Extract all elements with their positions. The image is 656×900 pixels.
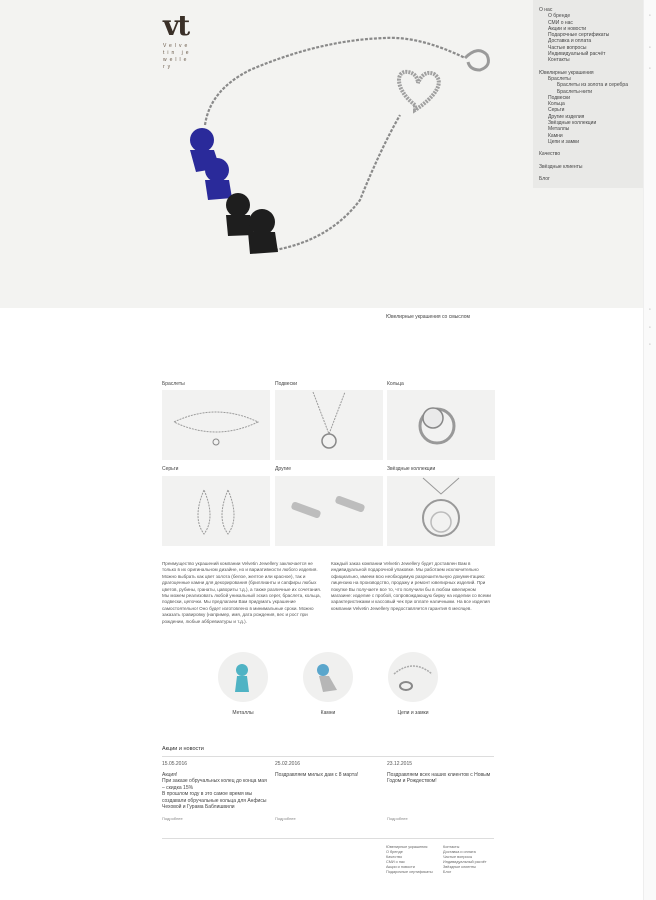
circle-stones[interactable] bbox=[303, 652, 353, 702]
menu-item[interactable]: Браслеты bbox=[548, 75, 571, 82]
news-text: Поздравляем всех наших клиентов с Новым Годом и Рождеством! bbox=[387, 772, 491, 785]
menu-item[interactable]: Подарочные сертификаты bbox=[548, 32, 610, 39]
main-menu bbox=[533, 0, 643, 188]
circle-label[interactable]: Камни bbox=[320, 710, 336, 716]
menu-item[interactable]: Частые вопросы bbox=[548, 44, 587, 51]
menu-item[interactable]: Ювелирные украшения bbox=[539, 69, 594, 76]
category-tile-pendants[interactable] bbox=[275, 390, 383, 460]
menu-item[interactable]: Качество bbox=[539, 151, 561, 158]
category-label[interactable]: Другие bbox=[275, 466, 292, 472]
bracelet-thumb bbox=[162, 390, 270, 460]
menu-item[interactable]: Металлы bbox=[548, 126, 570, 133]
news-section-title: Акции и новости bbox=[162, 746, 204, 752]
metals-thumb bbox=[218, 652, 268, 702]
footer-link[interactable]: Доставка и оплата bbox=[443, 849, 476, 854]
cart-icon[interactable]: ◦ bbox=[648, 45, 652, 51]
category-tile-other[interactable] bbox=[275, 476, 383, 546]
footer-divider bbox=[162, 838, 494, 839]
category-tile-star-collections[interactable] bbox=[387, 476, 495, 546]
footer-col-1 bbox=[386, 845, 442, 874]
footer-link[interactable]: Ювелирные украшения bbox=[386, 845, 428, 849]
category-label[interactable]: Кольца bbox=[387, 381, 404, 387]
news-date: 25.02.2016 bbox=[275, 761, 301, 767]
menu-item[interactable]: СМИ о нас bbox=[548, 19, 573, 26]
footer-link[interactable]: О бренде bbox=[386, 849, 403, 854]
menu-item[interactable]: Кольца bbox=[548, 101, 565, 108]
menu-item[interactable]: Другие изделия bbox=[548, 113, 585, 120]
menu-item[interactable]: Звёздные коллекции bbox=[548, 120, 597, 127]
star-pendant-thumb bbox=[387, 476, 495, 546]
news-text: Поздравляем милых дам с 8 марта! bbox=[275, 772, 359, 778]
category-tile-earrings[interactable] bbox=[162, 476, 270, 546]
earring-thumb bbox=[162, 476, 270, 546]
news-date: 23.12.2015 bbox=[387, 761, 413, 767]
vk-icon[interactable]: ◦ bbox=[648, 342, 652, 348]
instagram-icon[interactable]: ◦ bbox=[648, 307, 652, 313]
menu-item[interactable]: О нас bbox=[539, 7, 553, 13]
footer-link[interactable]: Частые вопросы bbox=[443, 854, 473, 859]
about-paragraph-right: Каждый заказ компании Velvetin Jewellery будет доставлен Вам в индивидуальной подарочной упаковке. Мы работаем исключительно официально, имеем всю необходимую разрешительную документацию: лицензию на производство, продажу и ремонт ювелирных изделий. При покупке Вы получаете все то, что получили бы в любом ювелирном магазине: изделие с пробой, сопровождающую бирку на изделии со всеми характеристиками и кассовый чек при оплате наличными. На все изделия компании Velvetin Jewellery предоставляется гарантия 6 месяцев. bbox=[331, 561, 491, 611]
footer-link[interactable]: Индивидуальный расчёт bbox=[443, 859, 487, 864]
chains-thumb bbox=[388, 652, 438, 702]
footer-link[interactable]: Контакты bbox=[443, 845, 460, 849]
footer-link[interactable]: Блог bbox=[443, 869, 452, 874]
logo[interactable] bbox=[163, 9, 203, 71]
favorites-icon[interactable]: ◦ bbox=[648, 66, 652, 72]
category-label[interactable]: Звёздные коллекции bbox=[387, 466, 436, 472]
menu-item[interactable]: Блог bbox=[539, 175, 550, 182]
news-more-link[interactable]: Подробнее bbox=[387, 816, 408, 821]
pendant-thumb bbox=[275, 390, 383, 460]
circle-chains[interactable] bbox=[388, 652, 438, 702]
logo-mark: vt bbox=[163, 9, 189, 42]
news-date: 15.05.2016 bbox=[162, 761, 188, 767]
scroll-icon[interactable]: ◦ bbox=[648, 13, 652, 19]
menu-item[interactable]: Доставка и оплата bbox=[548, 38, 592, 45]
menu-item[interactable]: Подвески bbox=[548, 94, 571, 101]
menu-item[interactable]: Контакты bbox=[548, 57, 570, 64]
category-tile-rings[interactable] bbox=[387, 390, 495, 460]
about-paragraph-left: Преимущество украшений компании Velvetin Jewellery заключается не только в их оригинальном дизайне, но и вариативности любого изделия. Можно выбрать как цвет золота (белое, желтое или красное), так и драгоценные камни для декорирования (бриллианты и сапфиры любых цветов, рубины, гранаты, цавориты т.д.), а также различные их сочетания. Мы можем реализовать любой уникальный эскиз серег, браслета, кольца, подвески, цепочки. Мы предлагаем Вам придумать украшение самостоятельно! Оно будет изготовлено в минимальные сроки. Можно заказать гравировку (например, имя, дата рождения, вес и рост при рождении, любые аббревиатуры и т.д.). bbox=[162, 561, 322, 624]
footer-link[interactable]: Качество bbox=[386, 854, 403, 859]
footer-link[interactable]: СМИ о нас bbox=[386, 859, 405, 864]
category-label[interactable]: Серьги bbox=[162, 466, 179, 472]
tagline: Ювелирные украшения со смыслом bbox=[386, 314, 470, 320]
black-figure bbox=[226, 193, 278, 254]
menu-item[interactable]: Индивидуальный расчёт bbox=[548, 51, 606, 58]
right-toolbar bbox=[643, 0, 656, 900]
category-label[interactable]: Подвески bbox=[275, 381, 298, 387]
footer-link[interactable]: Акции и новости bbox=[386, 864, 415, 869]
blue-figure bbox=[190, 128, 232, 200]
news-text: Акция! При заказе обручальных колец до конца мая – скидка 15% В прошлом году в это самое время мы создавали обручальные кольца для Анфисы Чеховой и Гурама Баблишвили bbox=[162, 772, 267, 811]
category-label[interactable]: Браслеты bbox=[162, 381, 185, 387]
menu-item[interactable]: Камни bbox=[548, 132, 563, 139]
menu-item[interactable]: Браслеты из золота и серебра bbox=[557, 82, 628, 89]
logo-text: Velvetin jewellery bbox=[163, 43, 192, 70]
news-divider bbox=[162, 756, 494, 757]
footer-col-2 bbox=[443, 845, 499, 874]
stones-thumb bbox=[303, 652, 353, 702]
circle-label[interactable]: Металлы bbox=[232, 710, 254, 716]
menu-item[interactable]: Серьги bbox=[548, 107, 565, 114]
menu-item[interactable]: Браслеты-нити bbox=[557, 88, 593, 95]
circle-label[interactable]: Цепи и замки bbox=[397, 710, 429, 716]
circle-metals[interactable] bbox=[218, 652, 268, 702]
footer-link[interactable]: Звёздные клиенты bbox=[443, 864, 477, 869]
menu-item[interactable]: О бренде bbox=[548, 13, 571, 20]
footer-link[interactable]: Подарочные сертификаты bbox=[386, 869, 433, 874]
news-more-link[interactable]: Подробнее bbox=[275, 816, 296, 821]
menu-item[interactable]: Цепи и замки bbox=[548, 138, 580, 145]
facebook-icon[interactable]: ◦ bbox=[648, 325, 652, 331]
category-tile-bracelets[interactable] bbox=[162, 390, 270, 460]
menu-item[interactable]: Звёздные клиенты bbox=[539, 163, 583, 170]
cufflinks-thumb bbox=[275, 476, 383, 546]
ring-thumb bbox=[387, 390, 495, 460]
menu-item[interactable]: Акции и новости bbox=[548, 25, 587, 32]
news-more-link[interactable]: Подробнее bbox=[162, 816, 183, 821]
